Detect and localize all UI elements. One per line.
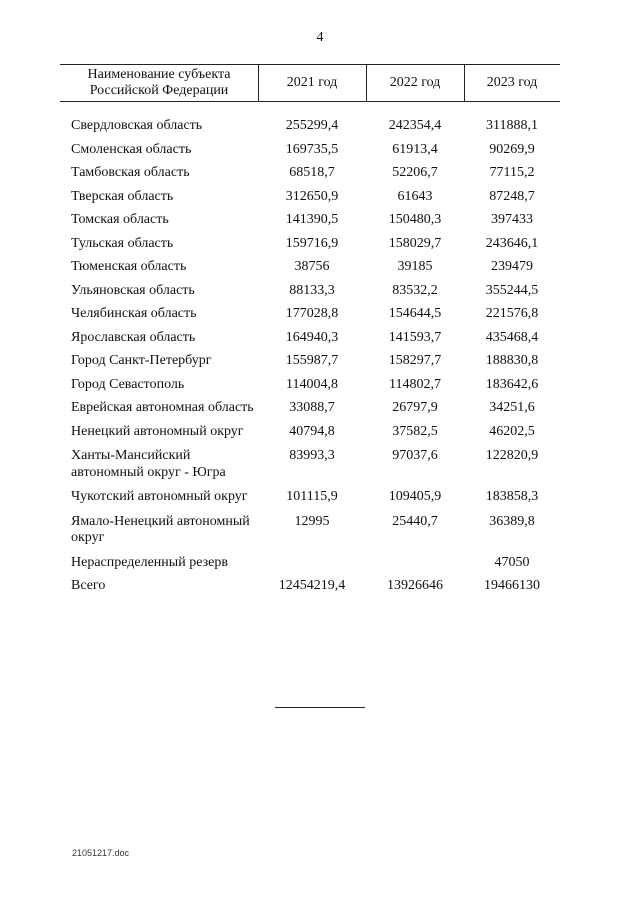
subject-name-cell: Челябинская область [71,306,197,321]
value-2021-cell: 164940,3 [285,329,339,345]
value-2023-cell: 221576,8 [485,306,539,321]
value-2022-cell: 154644,5 [388,306,442,321]
value-2023-cell: 46202,5 [489,423,535,439]
table-row [60,118,560,135]
table-row [60,189,560,206]
value-2021-cell: 38756 [294,259,330,274]
value-2022-cell [366,555,464,572]
value-2022-cell: 242354,4 [388,118,442,133]
value-2023-cell: 19466130 [484,578,540,593]
value-2021-cell [258,555,366,572]
table-row [60,555,560,572]
value-2022-cell: 97037,6 [392,448,438,463]
value-2022-cell: 61643 [397,188,433,204]
value-2021-cell: 155987,7 [285,353,339,368]
value-2023-cell: 122820,9 [485,448,539,463]
value-2023-cell: 188830,8 [485,353,539,368]
value-2022-cell: 26797,9 [392,400,438,415]
value-2022-cell: 158029,7 [388,235,442,251]
subject-name-cell: Ханты-Мансийский автономный округ - Югра [71,448,226,480]
value-2021-cell: 12454219,4 [278,578,346,593]
page-number: 4 [316,30,324,45]
subject-name-cell: Город Санкт-Петербург [71,353,212,368]
value-2022-cell: 13926646 [387,578,443,593]
value-2023-cell: 34251,6 [489,400,535,415]
value-2022-cell: 141593,7 [388,329,442,345]
value-2021-cell: 12995 [294,513,330,529]
value-2021-cell: 101115,9 [286,489,338,504]
value-2023-cell: 183858,3 [485,489,539,504]
value-2023-cell: 47050 [494,554,530,570]
subject-name-cell: Еврейская автономная область [71,400,254,415]
value-2022-cell: 61913,4 [392,141,438,157]
header-2021: 2021 год [286,75,338,90]
table-row [60,142,560,159]
value-2022-cell: 39185 [397,259,433,274]
table-row [60,448,560,481]
table-row [60,165,560,182]
table-row [60,259,560,276]
header-subject-name: Наименование субъекта Российской Федерации [87,67,231,98]
table-row [60,283,560,300]
table-row [60,424,560,441]
value-2021-cell: 88133,3 [289,282,335,298]
subject-name-cell: Ярославская область [71,329,196,345]
value-2022-cell: 150480,3 [388,212,442,227]
value-2022-cell: 158297,7 [388,353,442,368]
value-2021-cell: 177028,8 [285,306,339,321]
table-row [60,377,560,394]
value-2023-cell: 435468,4 [485,329,539,345]
subject-name-cell: Ямало-Ненецкий автономный округ [71,513,250,545]
subject-name-cell: Тульская область [71,235,174,251]
value-2022-cell: 25440,7 [392,513,438,529]
subject-name-cell: Город Севастополь [71,376,185,392]
value-2021-cell: 83993,3 [289,448,335,463]
footer-filename: 21051217.doc [72,848,130,858]
value-2021-cell: 68518,7 [289,165,335,180]
value-2021-cell: 169735,5 [285,141,339,157]
subject-name-cell: Тюменская область [71,259,187,274]
value-2023-cell: 311888,1 [486,118,538,133]
value-2022-cell: 109405,9 [388,489,442,504]
value-2023-cell: 77115,2 [489,165,535,180]
value-2021-cell: 312650,9 [285,188,339,204]
header-2022: 2022 год [389,75,441,90]
subject-name-cell: Смоленская область [71,141,192,157]
table-row [60,330,560,347]
value-2022-cell: 52206,7 [392,165,438,180]
subject-name-cell: Тверская область [71,188,174,204]
value-2023-cell: 397433 [491,212,533,227]
table-header [60,64,560,104]
table-row [60,212,560,229]
table-row [60,489,560,506]
value-2023-cell: 36389,8 [489,513,535,529]
subject-name-cell: Всего [71,578,106,593]
value-2023-cell: 355244,5 [485,282,539,298]
subject-name-cell: Ненецкий автономный округ [71,423,244,439]
value-2023-cell: 90269,9 [489,141,535,157]
subject-name-cell: Нераспределенный резерв [71,554,228,570]
subject-name-cell: Чукотский автономный округ [71,489,248,504]
value-2021-cell: 159716,9 [285,235,339,251]
value-2021-cell: 114004,8 [286,376,338,392]
value-2023-cell: 87248,7 [489,188,535,204]
table-row [60,306,560,323]
subject-name-cell: Ульяновская область [71,282,195,298]
value-2023-cell: 243646,1 [485,235,539,251]
table-body [60,118,560,595]
table-row [60,514,560,547]
value-2023-cell: 239479 [491,259,533,274]
value-2022-cell: 37582,5 [392,423,438,439]
subject-name-cell: Свердловская область [71,118,203,133]
subject-name-cell: Томская область [71,212,169,227]
header-2023: 2023 год [486,75,538,90]
value-2021-cell: 33088,7 [289,400,335,415]
value-2021-cell: 141390,5 [285,212,339,227]
value-2022-cell: 114802,7 [389,376,441,392]
value-2021-cell: 255299,4 [285,118,339,133]
end-rule [275,707,365,708]
value-2021-cell: 40794,8 [289,423,335,439]
subject-name-cell: Тамбовская область [71,165,190,180]
table-row [60,353,560,370]
table-row [60,578,560,595]
value-2022-cell: 83532,2 [392,282,438,298]
table-row [60,236,560,253]
table-row [60,400,560,417]
value-2023-cell: 183642,6 [485,376,539,392]
